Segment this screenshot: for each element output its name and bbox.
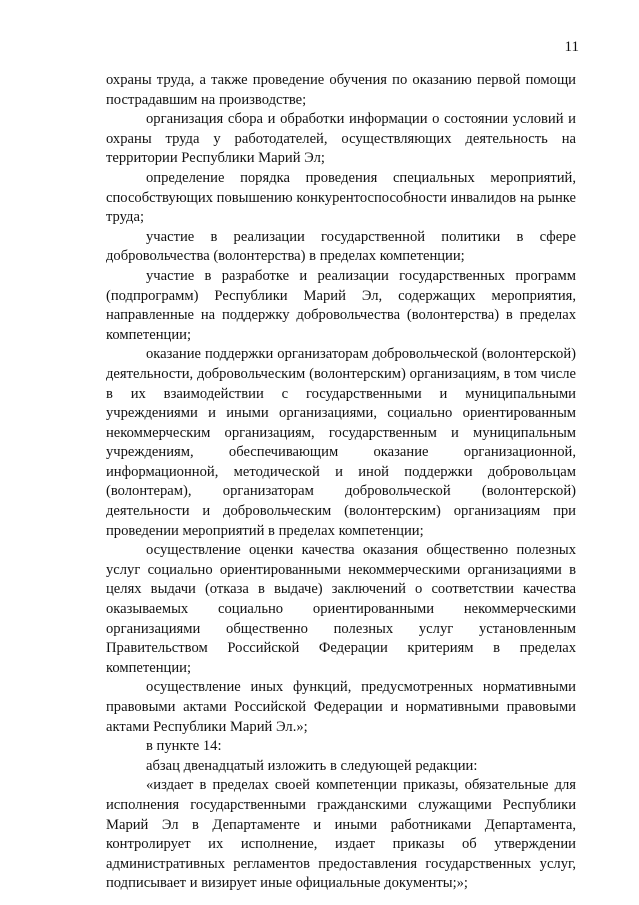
paragraph: осуществление иных функций, предусмотренных нормативными правовыми актами Российской Федерации и нормативными правовыми актами Республики Марий Эл.»; — [106, 679, 576, 735]
page-number: 11 — [564, 39, 579, 55]
paragraph: определение порядка проведения специальных мероприятий, способствующих повышению конкурентоспособности инвалидов на рынке труда; — [106, 169, 576, 226]
paragraph: оказание поддержки организаторам добровольческой (волонтерской) деятельности, добровольческим (волонтерским) организациям, в том числе в их взаимодействии с государственными и муниципальными учреждениями и иными организациями, социально ориентированным некоммерческим организациям, государственным и муниципальным учреждениям, обеспечивающим оказание организационной, информационной, методической и иной поддержки добровольцам (волонтерам), организаторам добровольческой (волонтерской) деятельности и добровольческим (волонтерским) организациям при проведении мероприятий в пределах компетенции; — [106, 346, 576, 539]
paragraph: организация сбора и обработки информации о состоянии условий и охраны труда у работодателей, осуществляющих деятельность на территории Республики Марий Эл; — [106, 111, 576, 167]
paragraph: в пункте 14: — [146, 738, 222, 755]
paragraph: «издает в пределах своей компетенции приказы, обязательные для исполнения государственными гражданскими служащими Республики Марий Эл в Департаменте и иными работниками Департамента, контролирует их исполнение, издает приказы об утверждении административных регламентов предоставления государственных услуг, подписывает и визирует иные официальные документы;»; — [106, 777, 576, 892]
paragraph: участие в разработке и реализации государственных программ (подпрограмм) Республики Марий Эл, содержащих мероприятия, направленные на поддержку добровольчества (волонтерства) в пределах компетенции; — [106, 267, 576, 343]
paragraph: осуществление оценки качества оказания общественно полезных услуг социально ориентированными некоммерческими организациями в целях выдачи (отказа в выдаче) заключений о соответствии качества оказываемых социально ориентированными некоммерческими организациями общественно полезных услуг установленным Правительством Российской Федерации критериям в пределах компетенции; — [106, 542, 576, 676]
paragraph: охраны труда, а также проведение обучения по оказанию первой помощи пострадавшим на производстве; — [106, 72, 576, 108]
paragraph: абзац двенадцатый изложить в следующей редакции: — [146, 757, 478, 774]
paragraph: участие в реализации государственной политики в сфере добровольчества (волонтерства) в пределах компетенции; — [106, 228, 576, 265]
document-body — [106, 71, 576, 894]
